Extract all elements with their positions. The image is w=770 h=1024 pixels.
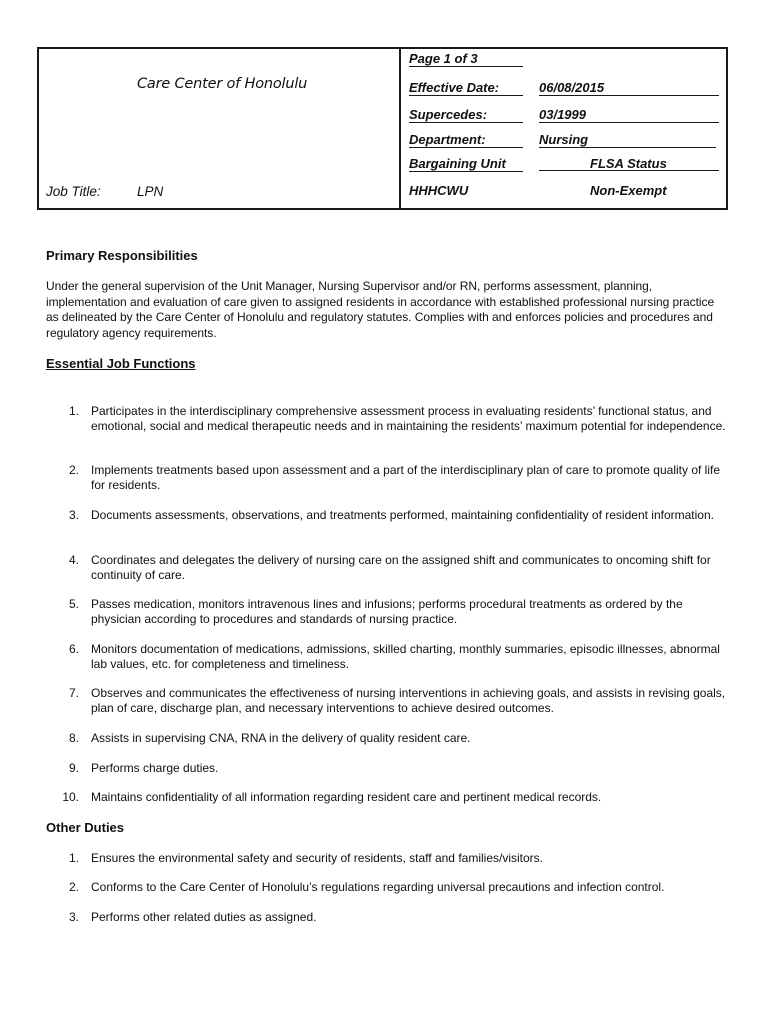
list-item-number: 1. bbox=[68, 851, 79, 865]
department-label: Department: bbox=[409, 132, 523, 148]
list-item-text: Monitors documentation of medications, admissions, skilled charting, monthly summaries, episodic illnesses, abnormal lab values, etc. for completeness and timeliness. bbox=[91, 642, 720, 672]
bargaining-unit-value: HHHCWU bbox=[409, 183, 469, 198]
essential-functions-heading: Essential Job Functions bbox=[46, 356, 196, 371]
list-item-number: 9. bbox=[68, 761, 79, 775]
list-item-number: 2. bbox=[68, 880, 79, 894]
effective-date-value: 06/08/2015 bbox=[539, 80, 719, 96]
list-item-number: 2. bbox=[68, 463, 79, 477]
effective-date-label: Effective Date: bbox=[409, 80, 523, 96]
other-duties-heading: Other Duties bbox=[46, 820, 125, 835]
list-item-number: 3. bbox=[68, 508, 79, 522]
list-item-number: 7. bbox=[68, 686, 79, 700]
primary-responsibilities-text: Under the general supervision of the Unit Manager, Nursing Supervisor and/or RN, performs assessment, planning, implementation and evaluation of care given to assigned residents in accordance with established professional nursing practice as delineated by the Care Center of Honolulu and regulatory statutes. Complies with and enforces policies and procedures and regulatory agency requirements. bbox=[46, 279, 715, 340]
list-item-text: Coordinates and delegates the delivery of nursing care on the assigned shift and communicates to oncoming shift for continuity of care. bbox=[91, 553, 711, 583]
primary-responsibilities-heading: Primary Responsibilities bbox=[46, 248, 198, 263]
list-item-number: 10. bbox=[62, 790, 79, 804]
list-item-text: Conforms to the Care Center of Honolulu’s regulations regarding universal precautions and infection control. bbox=[91, 880, 665, 894]
list-item-number: 6. bbox=[68, 642, 79, 656]
list-item-number: 8. bbox=[68, 731, 79, 745]
list-item-number: 3. bbox=[68, 910, 79, 924]
flsa-status-value: Non-Exempt bbox=[590, 183, 667, 198]
list-item-text: Maintains confidentiality of all information regarding resident care and pertinent medical records. bbox=[91, 790, 602, 804]
list-item-text: Passes medication, monitors intravenous lines and infusions; performs procedural treatments as ordered by the physician according to procedures and standards of nursing practice. bbox=[91, 597, 683, 627]
list-item-number: 1. bbox=[68, 404, 79, 418]
job-title-value: LPN bbox=[137, 184, 164, 199]
bargaining-unit-label: Bargaining Unit bbox=[409, 156, 523, 172]
list-item-text: Assists in supervising CNA, RNA in the delivery of quality resident care. bbox=[91, 731, 471, 745]
page-number: Page 1 of 3 bbox=[409, 51, 523, 67]
supercedes-label: Supercedes: bbox=[409, 107, 523, 123]
list-item-text: Observes and communicates the effectiveness of nursing interventions in achieving goals, and assists in revising goals, plan of care, discharge plan, and necessary interventions to achieve desired outcomes. bbox=[91, 686, 726, 716]
list-item-text: Performs other related duties as assigned. bbox=[91, 910, 317, 924]
supercedes-value: 03/1999 bbox=[539, 107, 719, 123]
list-item-text: Performs charge duties. bbox=[91, 761, 219, 775]
list-item-number: 5. bbox=[68, 597, 79, 611]
company-name: Care Center of Honolulu bbox=[137, 76, 308, 92]
job-title-label: Job Title: bbox=[46, 184, 101, 199]
department-value: Nursing bbox=[539, 132, 716, 148]
list-item-number: 4. bbox=[68, 553, 79, 567]
header-divider bbox=[399, 47, 401, 210]
list-item-text: Ensures the environmental safety and security of residents, staff and families/visitors. bbox=[91, 851, 543, 865]
list-item-text: Implements treatments based upon assessment and a part of the interdisciplinary plan of care to promote quality of life for residents. bbox=[91, 463, 721, 493]
list-item-text: Documents assessments, observations, and treatments performed, maintaining confidentiality of resident information. bbox=[91, 508, 714, 522]
flsa-status-label: FLSA Status bbox=[539, 156, 719, 171]
list-item-text: Participates in the interdisciplinary comprehensive assessment process in evaluating residents’ functional status, and emotional, social and medical therapeutic needs and in maintaining the residents’ maximum potential for independence. bbox=[91, 404, 726, 434]
